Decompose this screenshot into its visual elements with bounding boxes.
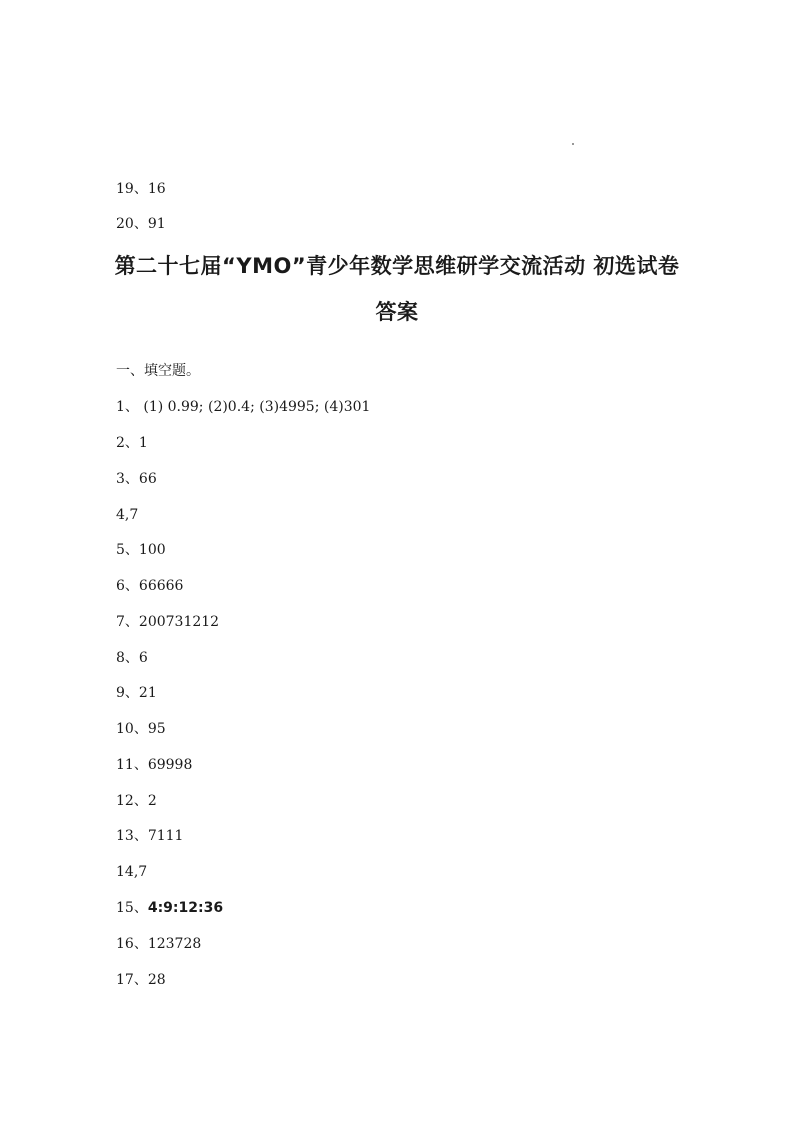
answer-4: 4,7	[116, 507, 139, 523]
document-title: 第二十七届“YMO”青少年数学思维研学交流活动 初选试卷	[114, 254, 680, 278]
answer-1: 1、 (1) 0.99; (2)0.4; (3)4995; (4)301	[116, 399, 371, 415]
answer-15-ratio: 4:9:12:36	[147, 900, 224, 916]
answer-13: 13、7111	[116, 828, 184, 844]
document-subtitle: 答案	[375, 300, 419, 324]
answer-11: 11、69998	[116, 757, 193, 773]
answer-5: 5、100	[116, 542, 166, 558]
answer-9: 9、21	[116, 685, 157, 701]
answer-3: 3、66	[116, 471, 157, 487]
answer-16: 16、123728	[116, 936, 202, 952]
scan-speck	[572, 143, 574, 145]
answer-2: 2、1	[116, 435, 148, 451]
answer-15	[116, 899, 223, 917]
answer-8: 8、6	[116, 650, 148, 666]
answer-17: 17、28	[116, 972, 166, 988]
answer-19: 19、16	[116, 181, 166, 197]
answer-10: 10、95	[116, 721, 166, 737]
answer-7: 7、200731212	[116, 614, 220, 630]
answer-12: 12、2	[116, 793, 157, 809]
answer-15-prefix: 15、	[116, 900, 148, 916]
answer-6: 6、66666	[116, 578, 184, 594]
answer-20: 20、91	[116, 216, 166, 232]
section-heading: 一、填空题。	[116, 363, 200, 379]
answer-14: 14,7	[116, 864, 148, 880]
